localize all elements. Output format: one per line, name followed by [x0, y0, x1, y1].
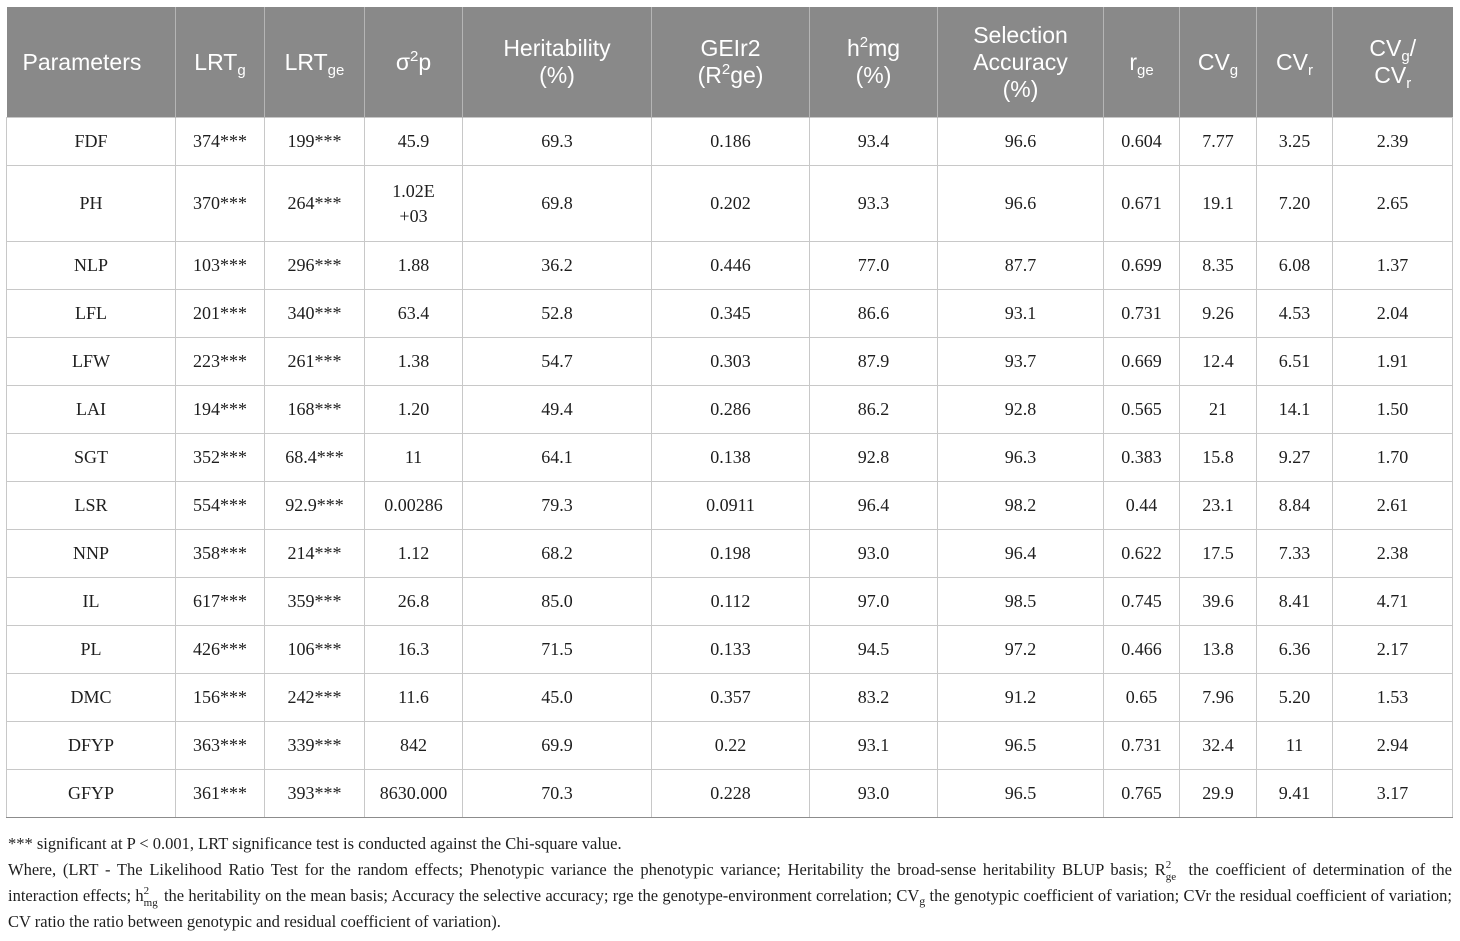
- abbreviations-note: [8, 857, 1452, 935]
- rge-base: r: [1129, 48, 1137, 75]
- cell-cvg: 15.8: [1180, 434, 1257, 482]
- where-part-b: the coefficient of determination of the interaction effects; h: [8, 860, 1452, 905]
- cell-cvg-cvr: 1.50: [1333, 386, 1453, 434]
- table-row: [7, 770, 1453, 818]
- cell-cvr: 6.51: [1257, 338, 1333, 386]
- cell-geir2: 0.198: [652, 530, 810, 578]
- cell-selection-accuracy: 96.6: [938, 118, 1104, 166]
- cell-selection-accuracy: 96.5: [938, 722, 1104, 770]
- lrt-g-base: LRT: [194, 48, 238, 75]
- cell-selection-accuracy: 97.2: [938, 626, 1104, 674]
- cell-lrt-g: 223***: [176, 338, 265, 386]
- cell-h2mg: 86.6: [810, 290, 938, 338]
- cell-h2mg: 96.4: [810, 482, 938, 530]
- cell-parameter: IL: [7, 578, 176, 626]
- header-selection-accuracy: [938, 7, 1104, 118]
- where-part-d: the genotypic coefficient of variation; CVr the residual coefficient of variation; CV ratio the ratio between genotypic and residual coefficient of variation).: [8, 886, 1452, 931]
- cell-cvg: 12.4: [1180, 338, 1257, 386]
- cvr-base: CV: [1276, 48, 1308, 75]
- cell-lrt-ge: 168***: [265, 386, 365, 434]
- cell-h2mg: 86.2: [810, 386, 938, 434]
- cell-heritability: 52.8: [463, 290, 652, 338]
- cell-cvg: 19.1: [1180, 166, 1257, 242]
- header-sigma2p: [365, 7, 463, 118]
- cell-cvr: 7.33: [1257, 530, 1333, 578]
- table-row: [7, 242, 1453, 290]
- cell-heritability: 54.7: [463, 338, 652, 386]
- table-row: [7, 290, 1453, 338]
- cell-h2mg: 92.8: [810, 434, 938, 482]
- cell-sigma2p: 1.12: [365, 530, 463, 578]
- cell-rge: 0.466: [1104, 626, 1180, 674]
- header-cvr: [1257, 7, 1333, 118]
- cell-cvg: 7.77: [1180, 118, 1257, 166]
- cell-heritability: 69.9: [463, 722, 652, 770]
- cell-cvr: 9.41: [1257, 770, 1333, 818]
- cell-lrt-g: 374***: [176, 118, 265, 166]
- cell-cvr: 4.53: [1257, 290, 1333, 338]
- cell-cvg: 9.26: [1180, 290, 1257, 338]
- cell-lrt-ge: 359***: [265, 578, 365, 626]
- cell-sigma2p: 1.20: [365, 386, 463, 434]
- cell-cvg-cvr: 1.37: [1333, 242, 1453, 290]
- cell-cvg: 8.35: [1180, 242, 1257, 290]
- cell-cvg: 39.6: [1180, 578, 1257, 626]
- ratio-base1: CV: [1369, 35, 1402, 61]
- h2mg-line2: (%): [855, 62, 892, 88]
- r2ge-sub: ge: [1165, 871, 1177, 883]
- cell-h2mg: 94.5: [810, 626, 938, 674]
- cell-lrt-g: 363***: [176, 722, 265, 770]
- cell-lrt-ge: 261***: [265, 338, 365, 386]
- cell-cvg-cvr: 2.39: [1333, 118, 1453, 166]
- ratio-base2: CV: [1374, 62, 1407, 88]
- cell-heritability: 36.2: [463, 242, 652, 290]
- cell-parameter: FDF: [7, 118, 176, 166]
- cell-parameter: PL: [7, 626, 176, 674]
- table-body: [7, 118, 1453, 818]
- cell-selection-accuracy: 91.2: [938, 674, 1104, 722]
- cell-rge: 0.699: [1104, 242, 1180, 290]
- header-cvg: [1180, 7, 1257, 118]
- header-cvg-cvr: [1333, 7, 1453, 118]
- table-row: [7, 338, 1453, 386]
- cell-h2mg: 97.0: [810, 578, 938, 626]
- cell-lrt-ge: 393***: [265, 770, 365, 818]
- cell-rge: 0.383: [1104, 434, 1180, 482]
- cell-h2mg: 93.1: [810, 722, 938, 770]
- cell-selection-accuracy: 96.4: [938, 530, 1104, 578]
- cell-heritability: 49.4: [463, 386, 652, 434]
- cell-cvr: 5.20: [1257, 674, 1333, 722]
- cell-geir2: 0.202: [652, 166, 810, 242]
- cell-heritability: 79.3: [463, 482, 652, 530]
- cell-lrt-ge: 68.4***: [265, 434, 365, 482]
- cell-cvr: 6.36: [1257, 626, 1333, 674]
- geir2-line2-pre: (R: [697, 62, 722, 88]
- cell-cvg-cvr: 1.70: [1333, 434, 1453, 482]
- cell-heritability: 71.5: [463, 626, 652, 674]
- cell-heritability: 68.2: [463, 530, 652, 578]
- cell-h2mg: 83.2: [810, 674, 938, 722]
- h2mg-line1-sup: 2: [859, 34, 869, 51]
- cell-cvr: 7.20: [1257, 166, 1333, 242]
- cell-selection-accuracy: 92.8: [938, 386, 1104, 434]
- cell-cvr: 8.84: [1257, 482, 1333, 530]
- header-h2mg: [810, 7, 938, 118]
- table-row: [7, 482, 1453, 530]
- cell-cvg-cvr: 2.61: [1333, 482, 1453, 530]
- cell-sigma2p: 63.4: [365, 290, 463, 338]
- cell-sigma2p: [365, 166, 463, 242]
- cell-cvg: 32.4: [1180, 722, 1257, 770]
- cell-cvr: 8.41: [1257, 578, 1333, 626]
- r2ge-sup: 2: [1165, 859, 1172, 871]
- cell-cvg: 21: [1180, 386, 1257, 434]
- cell-parameter: DFYP: [7, 722, 176, 770]
- cell-sigma2p: 45.9: [365, 118, 463, 166]
- cell-rge: 0.44: [1104, 482, 1180, 530]
- cell-rge: 0.565: [1104, 386, 1180, 434]
- header-rge: [1104, 7, 1180, 118]
- heritability-line2: (%): [539, 62, 575, 88]
- cell-parameter: LAI: [7, 386, 176, 434]
- cv-g-sub: g: [919, 894, 926, 908]
- sigma2p-line2: +03: [399, 205, 428, 226]
- cell-cvg-cvr: 3.17: [1333, 770, 1453, 818]
- cell-lrt-g: 201***: [176, 290, 265, 338]
- rge-sub: ge: [1136, 61, 1154, 79]
- accuracy-line3: (%): [1002, 75, 1039, 102]
- cell-lrt-g: 617***: [176, 578, 265, 626]
- cell-rge: 0.622: [1104, 530, 1180, 578]
- cell-sigma2p: 842: [365, 722, 463, 770]
- cell-lrt-ge: 339***: [265, 722, 365, 770]
- cell-geir2: 0.446: [652, 242, 810, 290]
- cell-lrt-g: 358***: [176, 530, 265, 578]
- cvg-sub: g: [1229, 61, 1239, 79]
- r2ge-symbol: [1165, 859, 1182, 883]
- cell-cvg-cvr: 2.17: [1333, 626, 1453, 674]
- cell-lrt-ge: 296***: [265, 242, 365, 290]
- cell-parameter: NNP: [7, 530, 176, 578]
- cell-selection-accuracy: 98.2: [938, 482, 1104, 530]
- cvg-base: CV: [1197, 48, 1230, 75]
- table-row: [7, 434, 1453, 482]
- table-footnotes: [8, 831, 1452, 935]
- sigma-rest: p: [418, 48, 432, 75]
- h2mg-sup: 2: [143, 885, 150, 897]
- cell-lrt-ge: 214***: [265, 530, 365, 578]
- table-row: [7, 530, 1453, 578]
- cell-h2mg: 93.4: [810, 118, 938, 166]
- cell-geir2: 0.22: [652, 722, 810, 770]
- cell-lrt-ge: 92.9***: [265, 482, 365, 530]
- cell-lrt-ge: 199***: [265, 118, 365, 166]
- cell-selection-accuracy: 96.6: [938, 166, 1104, 242]
- cell-selection-accuracy: 93.7: [938, 338, 1104, 386]
- results-table-container: [6, 7, 1452, 818]
- cell-lrt-ge: 242***: [265, 674, 365, 722]
- cell-h2mg: 93.0: [810, 770, 938, 818]
- geir2-line2-post: ge): [730, 62, 764, 88]
- header-lrt-g: [176, 7, 265, 118]
- cell-lrt-g: 352***: [176, 434, 265, 482]
- cell-lrt-g: 370***: [176, 166, 265, 242]
- significance-note: *** significant at P < 0.001, LRT significance test is conducted against the Chi-square value.: [8, 834, 622, 853]
- cell-geir2: 0.0911: [652, 482, 810, 530]
- cell-selection-accuracy: 87.7: [938, 242, 1104, 290]
- heritability-line1: Heritability: [503, 35, 611, 61]
- lrt-ge-base: LRT: [284, 48, 328, 75]
- lrt-ge-sub: ge: [327, 61, 345, 79]
- cell-cvr: 11: [1257, 722, 1333, 770]
- table-row: [7, 578, 1453, 626]
- cell-rge: 0.731: [1104, 722, 1180, 770]
- cell-cvg-cvr: 2.65: [1333, 166, 1453, 242]
- cell-sigma2p: 11: [365, 434, 463, 482]
- cell-cvg: 7.96: [1180, 674, 1257, 722]
- cell-heritability: 70.3: [463, 770, 652, 818]
- cell-cvg: 29.9: [1180, 770, 1257, 818]
- cell-parameter: LFW: [7, 338, 176, 386]
- where-part-a: Where, (LRT - The Likelihood Ratio Test for the random effects; Phenotypic variance the phenotypic variance; Heritability the broad-sense heritability BLUP basis; R: [8, 860, 1166, 879]
- header-geir2: [652, 7, 810, 118]
- cell-parameter: GFYP: [7, 770, 176, 818]
- header-parameters: Parameters: [7, 7, 176, 118]
- table-row: [7, 118, 1453, 166]
- cvr-sub: r: [1307, 61, 1313, 79]
- cell-geir2: 0.112: [652, 578, 810, 626]
- cell-cvr: 14.1: [1257, 386, 1333, 434]
- cell-geir2: 0.286: [652, 386, 810, 434]
- cell-cvr: 3.25: [1257, 118, 1333, 166]
- genetic-parameters-table: [6, 7, 1453, 818]
- cell-sigma2p: 11.6: [365, 674, 463, 722]
- cell-selection-accuracy: 96.3: [938, 434, 1104, 482]
- accuracy-line2: Accuracy: [973, 48, 1068, 75]
- sigma2p-line1: 1.02E: [392, 180, 435, 201]
- cell-selection-accuracy: 93.1: [938, 290, 1104, 338]
- cell-cvr: 6.08: [1257, 242, 1333, 290]
- cell-cvg-cvr: 4.71: [1333, 578, 1453, 626]
- cell-geir2: 0.228: [652, 770, 810, 818]
- h2mg-sub: mg: [143, 897, 158, 909]
- cell-parameter: SGT: [7, 434, 176, 482]
- table-row: [7, 722, 1453, 770]
- cell-parameter: LSR: [7, 482, 176, 530]
- cell-rge: 0.669: [1104, 338, 1180, 386]
- h2mg-line1-pre: h: [846, 35, 860, 61]
- cell-lrt-ge: 264***: [265, 166, 365, 242]
- cell-rge: 0.65: [1104, 674, 1180, 722]
- cell-rge: 0.604: [1104, 118, 1180, 166]
- cell-h2mg: 93.3: [810, 166, 938, 242]
- cell-heritability: 45.0: [463, 674, 652, 722]
- cell-cvg-cvr: 2.94: [1333, 722, 1453, 770]
- cell-sigma2p: 8630.000: [365, 770, 463, 818]
- cell-geir2: 0.138: [652, 434, 810, 482]
- table-row: [7, 674, 1453, 722]
- cell-selection-accuracy: 98.5: [938, 578, 1104, 626]
- cell-cvg: 13.8: [1180, 626, 1257, 674]
- table-header-row: [7, 7, 1453, 118]
- table-row: [7, 166, 1453, 242]
- cell-rge: 0.745: [1104, 578, 1180, 626]
- cell-cvg-cvr: 1.53: [1333, 674, 1453, 722]
- cell-sigma2p: 26.8: [365, 578, 463, 626]
- cell-lrt-ge: 106***: [265, 626, 365, 674]
- cell-lrt-g: 103***: [176, 242, 265, 290]
- cell-cvg-cvr: 1.91: [1333, 338, 1453, 386]
- h2mg-symbol: [143, 885, 160, 909]
- cell-geir2: 0.133: [652, 626, 810, 674]
- cell-selection-accuracy: 96.5: [938, 770, 1104, 818]
- cell-lrt-g: 156***: [176, 674, 265, 722]
- cell-sigma2p: 1.88: [365, 242, 463, 290]
- ratio-sub1: g: [1401, 48, 1410, 65]
- cell-lrt-g: 426***: [176, 626, 265, 674]
- cell-heritability: 85.0: [463, 578, 652, 626]
- cell-heritability: 69.3: [463, 118, 652, 166]
- ratio-sub2: r: [1406, 75, 1412, 92]
- cell-parameter: PH: [7, 166, 176, 242]
- ratio-slash: /: [1409, 35, 1417, 61]
- cell-h2mg: 93.0: [810, 530, 938, 578]
- cell-parameter: NLP: [7, 242, 176, 290]
- accuracy-line1: Selection: [973, 21, 1068, 48]
- cell-sigma2p: 16.3: [365, 626, 463, 674]
- cell-sigma2p: 0.00286: [365, 482, 463, 530]
- cell-parameter: DMC: [7, 674, 176, 722]
- cell-geir2: 0.303: [652, 338, 810, 386]
- table-row: [7, 626, 1453, 674]
- cell-rge: 0.731: [1104, 290, 1180, 338]
- cell-lrt-g: 554***: [176, 482, 265, 530]
- cell-heritability: 64.1: [463, 434, 652, 482]
- geir2-line1: GEIr2: [700, 35, 761, 61]
- cell-cvr: 9.27: [1257, 434, 1333, 482]
- header-heritability: [463, 7, 652, 118]
- cell-heritability: 69.8: [463, 166, 652, 242]
- cell-sigma2p: 1.38: [365, 338, 463, 386]
- cell-h2mg: 87.9: [810, 338, 938, 386]
- cell-h2mg: 77.0: [810, 242, 938, 290]
- geir2-line2-sup: 2: [721, 61, 731, 78]
- cell-lrt-g: 194***: [176, 386, 265, 434]
- lrt-g-sub: g: [237, 61, 246, 79]
- cell-cvg: 23.1: [1180, 482, 1257, 530]
- where-part-c: the heritability on the mean basis; Accuracy the selective accuracy; rge the genotype-environment correlation; CV: [159, 886, 920, 905]
- header-lrt-ge: [265, 7, 365, 118]
- cell-geir2: 0.357: [652, 674, 810, 722]
- table-row: [7, 386, 1453, 434]
- cell-geir2: 0.345: [652, 290, 810, 338]
- sigma-sup: 2: [410, 47, 419, 65]
- cell-lrt-ge: 340***: [265, 290, 365, 338]
- cell-geir2: 0.186: [652, 118, 810, 166]
- cell-rge: 0.671: [1104, 166, 1180, 242]
- cell-lrt-g: 361***: [176, 770, 265, 818]
- cell-cvg: 17.5: [1180, 530, 1257, 578]
- cell-rge: 0.765: [1104, 770, 1180, 818]
- sigma-base: σ: [395, 48, 411, 75]
- cell-cvg-cvr: 2.38: [1333, 530, 1453, 578]
- h2mg-line1-post: mg: [868, 35, 901, 61]
- cell-parameter: LFL: [7, 290, 176, 338]
- cell-cvg-cvr: 2.04: [1333, 290, 1453, 338]
